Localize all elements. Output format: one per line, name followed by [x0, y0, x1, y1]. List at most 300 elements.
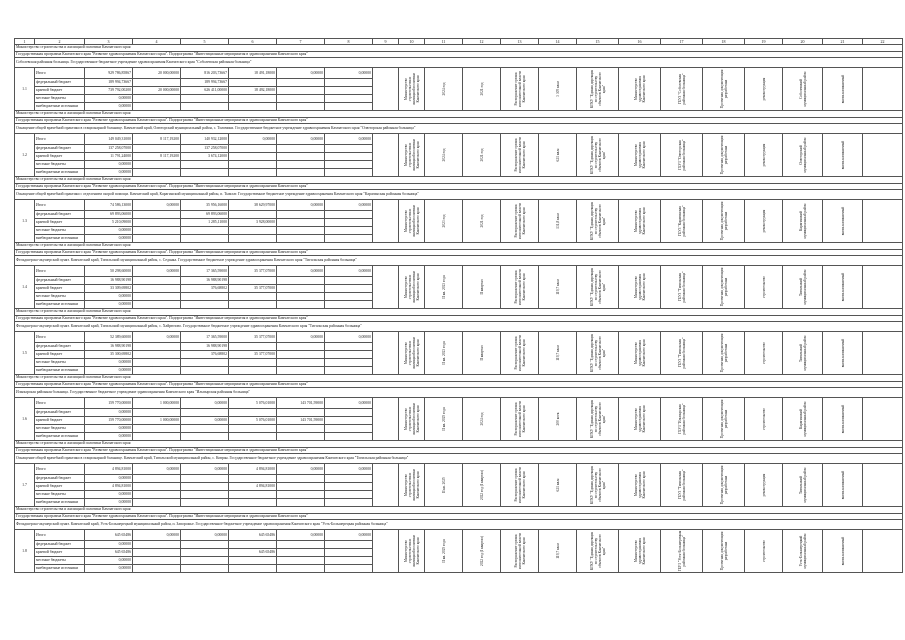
amount-cell: 18 491,18000 [229, 68, 277, 79]
vertical-attribute-text: Проектная документация разработана [719, 201, 728, 241]
vertical-attribute-text: строительство [761, 540, 766, 562]
amount-cell [277, 409, 325, 417]
funding-source-label: местные бюджеты [35, 95, 85, 103]
amount-cell [277, 425, 325, 433]
amount-cell [229, 367, 277, 375]
vertical-attribute-text: Тигильский муниципальный район [798, 335, 807, 371]
vertical-attribute-cell [823, 332, 863, 375]
amount-cell: 52 389,60000 [85, 332, 133, 343]
funding-source-label: Итого [35, 530, 85, 541]
amount-cell [277, 483, 325, 491]
amount-cell [133, 95, 181, 103]
empty-cell [373, 530, 399, 573]
empty-cell [373, 200, 399, 243]
vertical-attribute-text: строительство [761, 276, 766, 298]
vertical-attribute-text: вновь начинаемый [840, 470, 845, 500]
vertical-attribute-cell [703, 398, 745, 441]
object-title: Соболевская районная больница. Государственное бюджетное учреждение здравоохранения Камчатского края "Соболевская районная больница" [15, 58, 903, 68]
vertical-attribute-text: вновь начинаемый [840, 206, 845, 236]
vertical-attribute-cell [823, 530, 863, 573]
amount-cell: 0,00000 [325, 530, 373, 541]
amount-cell [133, 227, 181, 235]
funding-source-label: внебюджетные источники [35, 169, 85, 177]
amount-cell: 11 791,24000 [85, 153, 133, 161]
amount-cell: 0,00000 [85, 103, 133, 111]
financing-row [15, 200, 903, 211]
vertical-attribute-text: Карагинский муниципальный район [798, 203, 807, 239]
amount-cell [325, 417, 373, 425]
amount-cell [325, 499, 373, 507]
amount-cell: 0,00000 [85, 433, 133, 441]
amount-cell: 0,00000 [277, 464, 325, 475]
amount-cell: 69 893,06000 [85, 211, 133, 219]
amount-cell [325, 475, 373, 483]
funding-source-label: краевой бюджет [35, 417, 85, 425]
amount-cell: 0,00000 [133, 200, 181, 211]
amount-cell [181, 499, 229, 507]
object-title: Фельдшерско-акушерский пункт. Камчатский край, Усть-Большерецкий муниципальный район, п. Запорожье. Государственное бюджетное учреждение здравоохранения Камчатского края "Усть-Большерецкая районная больница" [15, 520, 903, 530]
amount-cell [325, 95, 373, 103]
column-number: 14 [539, 39, 577, 45]
amount-cell [181, 161, 229, 169]
vertical-attribute-cell [501, 266, 539, 309]
amount-cell [277, 235, 325, 243]
vertical-attribute-cell [539, 68, 577, 111]
funding-source-label: местные бюджеты [35, 161, 85, 169]
ministry-header: Министерство строительства и жилищной политики Камчатского края [15, 45, 903, 52]
amount-cell [277, 95, 325, 103]
funding-source-label: Итого [35, 266, 85, 277]
vertical-attribute-cell [399, 398, 425, 441]
vertical-attribute-cell [703, 68, 745, 111]
amount-cell [229, 557, 277, 565]
vertical-attribute-cell [577, 200, 619, 243]
amount-cell: 35 377,07000 [229, 351, 277, 359]
funding-source-label: федеральный бюджет [35, 79, 85, 87]
amount-cell [181, 425, 229, 433]
vertical-attribute-cell [745, 134, 783, 177]
object-row [15, 454, 903, 464]
vertical-attribute-text: 2024 год [441, 148, 446, 162]
amount-cell [325, 367, 373, 375]
amount-cell [229, 161, 277, 169]
object-row [15, 190, 903, 200]
amount-cell: 0,00000 [85, 169, 133, 177]
vertical-attribute-cell [661, 68, 703, 111]
amount-cell [133, 161, 181, 169]
amount-cell: 0,00000 [85, 541, 133, 549]
amount-cell [277, 565, 325, 573]
amount-cell: 0,00000 [133, 266, 181, 277]
amount-cell [229, 153, 277, 161]
vertical-attribute-text: 2021 год [479, 214, 484, 228]
vertical-attribute-text: Министерство строительства и жилищной политики Камчатского края [403, 403, 420, 435]
amount-cell: 5 076,01000 [229, 398, 277, 409]
amount-cell [325, 277, 373, 285]
amount-cell: 50 298,60000 [85, 266, 133, 277]
vertical-attribute-cell [425, 266, 463, 309]
funding-source-label: внебюджетные источники [35, 235, 85, 243]
amount-cell: 159 770,00000 [85, 417, 133, 425]
vertical-attribute-cell [425, 398, 463, 441]
vertical-attribute-cell [661, 200, 703, 243]
amount-cell: 16 988,90198 [181, 277, 229, 285]
funding-source-label: местные бюджеты [35, 425, 85, 433]
column-number: 19 [745, 39, 783, 45]
amount-cell [133, 145, 181, 153]
amount-cell: 0,00000 [85, 227, 133, 235]
vertical-attribute-text: вновь начинаемый [840, 338, 845, 368]
empty-cell [863, 134, 903, 177]
vertical-attribute-text: Проектная документация разработана [719, 531, 728, 571]
vertical-attribute-text: вновь начинаемый [840, 404, 845, 434]
vertical-attribute-text: Министерство строительства и жилищной политики Камчатского края [403, 271, 420, 303]
amount-cell [229, 565, 277, 573]
amount-cell [325, 87, 373, 95]
program-title: Государственная программа Камчатского края "Развитие здравоохранения Камчатского края". Подпрограмма "Инвестиционные мероприятия в здравоохранении Камчатского края" [15, 117, 903, 124]
amount-cell [277, 145, 325, 153]
ministry-header: Министерство строительства и жилищной политики Камчатского края [15, 309, 903, 316]
vertical-attribute-cell [539, 398, 577, 441]
amount-cell [277, 343, 325, 351]
amount-cell [325, 285, 373, 293]
amount-cell [181, 169, 229, 177]
vertical-attribute-text: КГКУ "Единая дирекция по строительству объектов Камчатского края" [589, 135, 606, 175]
amount-cell [277, 169, 325, 177]
vertical-attribute-cell [619, 134, 661, 177]
vertical-attribute-text: КГКУ "Единая дирекция по строительству объектов Камчатского края" [589, 333, 606, 373]
vertical-attribute-text: Олюторский муниципальный район [798, 137, 807, 173]
amount-cell: 8 117,19200 [133, 134, 181, 145]
amount-cell: 626 411,00000 [181, 87, 229, 95]
vertical-attribute-text: ГБУЗ "Олюторская районная больница" [677, 139, 686, 171]
amount-cell: 137 258,07000 [181, 145, 229, 153]
column-number: 11 [425, 39, 463, 45]
amount-cell [133, 211, 181, 219]
amount-cell: 3 674,12000 [181, 153, 229, 161]
vertical-attribute-text: КГКУ "Единая дирекция по строительству объектов Камчатского края" [589, 399, 606, 439]
object-row [15, 58, 903, 68]
vertical-attribute-cell [539, 530, 577, 573]
amount-cell [181, 491, 229, 499]
vertical-attribute-cell [703, 266, 745, 309]
amount-cell: 1 285,11000 [181, 219, 229, 227]
amount-cell [277, 219, 325, 227]
column-number: 10 [399, 39, 425, 45]
vertical-attribute-cell [501, 134, 539, 177]
amount-cell: 0,00000 [277, 266, 325, 277]
funding-source-label: Итого [35, 332, 85, 343]
amount-cell: 0,00000 [325, 398, 373, 409]
funding-source-label: местные бюджеты [35, 359, 85, 367]
funding-source-label: Итого [35, 464, 85, 475]
vertical-attribute-cell [399, 464, 425, 507]
column-number: 7 [277, 39, 325, 45]
amount-cell: 0,00000 [85, 425, 133, 433]
amount-cell [133, 293, 181, 301]
vertical-attribute-text: Министерство здравоохранения Камчатского края [633, 471, 646, 499]
amount-cell: 0,00000 [85, 293, 133, 301]
vertical-attribute-cell [501, 68, 539, 111]
vertical-attribute-cell [619, 266, 661, 309]
amount-cell: 33 309,69802 [85, 285, 133, 293]
amount-cell [133, 359, 181, 367]
object-title: Фельдшерско-акушерский пункт. Камчатский край, Тигильский муниципальный район, с. Хайрюзово. Государственное бюджетное учреждение здравоохранения Камчатского края "Тигильская районная больница" [15, 322, 903, 332]
amount-cell [277, 103, 325, 111]
vertical-attribute-text: II кв. 2023 года [441, 275, 446, 299]
funding-source-label: федеральный бюджет [35, 409, 85, 417]
vertical-attribute-cell [539, 332, 577, 375]
column-number: 15 [577, 39, 619, 45]
amount-cell [325, 161, 373, 169]
ministry-header: Министерство строительства и жилищной политики Камчатского края [15, 507, 903, 514]
amount-cell [133, 285, 181, 293]
vertical-attribute-cell [823, 266, 863, 309]
object-row [15, 256, 903, 266]
project-number: 1.6 [15, 398, 35, 441]
vertical-attribute-cell [783, 200, 823, 243]
amount-cell [229, 425, 277, 433]
amount-cell: 5 076,01000 [229, 417, 277, 425]
vertical-attribute-cell [425, 134, 463, 177]
vertical-attribute-text: Распоряжение органа исполнительной власти Камчатского края [513, 268, 526, 306]
investment-table [14, 38, 903, 573]
vertical-attribute-cell [619, 398, 661, 441]
financing-row [15, 134, 903, 145]
empty-cell [863, 200, 903, 243]
vertical-attribute-text: Министерство строительства и жилищной политики Камчатского края [403, 205, 420, 237]
vertical-attribute-cell [425, 68, 463, 111]
amount-cell: 0,00000 [85, 491, 133, 499]
vertical-attribute-text: Карагинский муниципальный район [798, 401, 807, 437]
amount-cell: 0,00000 [325, 68, 373, 79]
vertical-attribute-text: 2024 год [479, 412, 484, 426]
amount-cell: 0,00000 [181, 398, 229, 409]
amount-cell [133, 169, 181, 177]
amount-cell [277, 161, 325, 169]
vertical-attribute-cell [577, 398, 619, 441]
amount-cell [181, 359, 229, 367]
amount-cell [325, 557, 373, 565]
amount-cell: 0,00000 [277, 134, 325, 145]
amount-cell [325, 219, 373, 227]
amount-cell: 35 377,07000 [229, 285, 277, 293]
amount-cell: 0,00000 [277, 68, 325, 79]
amount-cell [229, 475, 277, 483]
program-title: Государственная программа Камчатского края "Развитие здравоохранения Камчатского края". Подпрограмма "Инвестиционные мероприятия в здравоохранении Камчатского края" [15, 381, 903, 388]
vertical-attribute-cell [577, 266, 619, 309]
amount-cell: 0,00000 [325, 266, 373, 277]
vertical-attribute-text: Проектная документация разработана [719, 135, 728, 175]
amount-cell [325, 169, 373, 177]
amount-cell [133, 351, 181, 359]
amount-cell [181, 409, 229, 417]
amount-cell [229, 293, 277, 301]
funding-source-label: внебюджетные источники [35, 367, 85, 375]
amount-cell [229, 301, 277, 309]
vertical-attribute-cell [745, 398, 783, 441]
amount-cell: 0,00000 [85, 557, 133, 565]
program-title: Государственная программа Камчатского края "Развитие здравоохранения Камчатского края". Подпрограмма "Инвестиционные мероприятия в здравоохранении Камчатского края" [15, 315, 903, 322]
amount-cell [277, 359, 325, 367]
vertical-attribute-text: 2024 год [441, 82, 446, 96]
amount-cell [181, 475, 229, 483]
vertical-attribute-cell [463, 398, 501, 441]
column-number: 21 [823, 39, 863, 45]
funding-source-label: федеральный бюджет [35, 541, 85, 549]
amount-cell: 16 988,90198 [85, 343, 133, 351]
vertical-attribute-text: Соболевский муниципальный район [798, 71, 807, 107]
vertical-attribute-text: Тигильский муниципальный район [798, 269, 807, 305]
amount-cell: 38 629,97000 [229, 200, 277, 211]
amount-cell: 0,00000 [85, 565, 133, 573]
vertical-attribute-cell [425, 464, 463, 507]
vertical-attribute-text: ГБУЗ "Соболевская районная больница" [677, 73, 686, 105]
vertical-attribute-text: Министерство строительства и жилищной политики Камчатского края [403, 535, 420, 567]
amount-cell: 0,00000 [277, 200, 325, 211]
vertical-attribute-text: Министерство строительства и жилищной политики Камчатского края [403, 73, 420, 105]
column-number: 2 [35, 39, 85, 45]
column-number: 9 [373, 39, 399, 45]
amount-cell: 0,00000 [277, 530, 325, 541]
amount-cell [229, 409, 277, 417]
funding-source-label: краевой бюджет [35, 153, 85, 161]
vertical-attribute-text: Министерство здравоохранения Камчатского края [633, 273, 646, 301]
amount-cell [133, 343, 181, 351]
amount-cell: 8 117,19200 [133, 153, 181, 161]
amount-cell [229, 277, 277, 285]
project-number: 1.7 [15, 464, 35, 507]
amount-cell [181, 293, 229, 301]
vertical-attribute-cell [745, 332, 783, 375]
program-title: Государственная программа Камчатского края "Развитие здравоохранения Камчатского края". Подпрограмма "Инвестиционные мероприятия в здравоохранении Камчатского края" [15, 249, 903, 256]
funding-source-label: внебюджетные источники [35, 499, 85, 507]
vertical-attribute-cell [823, 68, 863, 111]
empty-cell [373, 398, 399, 441]
vertical-attribute-text: II квартал [479, 345, 484, 361]
program-title: Государственная программа Камчатского края "Развитие здравоохранения Камчатского края". Подпрограмма "Инвестиционные мероприятия в здравоохранении Камчатского края" [15, 513, 903, 520]
amount-cell: 4 894,81000 [85, 464, 133, 475]
vertical-attribute-text: Распоряжение органа исполнительной власти Камчатского края [513, 70, 526, 108]
column-number: 22 [863, 39, 903, 45]
amount-cell: 739 792,00200 [85, 87, 133, 95]
vertical-attribute-cell [823, 134, 863, 177]
vertical-attribute-cell [745, 68, 783, 111]
object-row [15, 322, 903, 332]
amount-cell [133, 499, 181, 507]
vertical-attribute-cell [783, 530, 823, 573]
financing-row [15, 68, 903, 79]
amount-cell: 4 894,81000 [229, 464, 277, 475]
amount-cell: 0,00000 [277, 332, 325, 343]
amount-cell [181, 541, 229, 549]
empty-cell [863, 530, 903, 573]
amount-cell: 35 300,69802 [85, 351, 133, 359]
vertical-attribute-text: 119,7 кв.м [555, 345, 560, 361]
amount-cell: 0,00000 [85, 301, 133, 309]
ministry-header: Министерство строительства и жилищной политики Камчатского края [15, 111, 903, 118]
funding-source-label: местные бюджеты [35, 557, 85, 565]
amount-cell [277, 351, 325, 359]
vertical-attribute-text: Министерство строительства и жилищной политики Камчатского края [403, 139, 420, 171]
amount-cell: 137 258,07000 [85, 145, 133, 153]
vertical-attribute-text: 2023 год [441, 214, 446, 228]
vertical-attribute-cell [783, 332, 823, 375]
amount-cell [325, 425, 373, 433]
column-number: 4 [133, 39, 181, 45]
amount-cell [133, 491, 181, 499]
financing-row [15, 332, 903, 343]
vertical-attribute-cell [577, 68, 619, 111]
ministry-header: Министерство строительства и жилищной политики Камчатского края [15, 375, 903, 382]
vertical-attribute-text: ГБУЗ "Тигильская районная больница" [677, 469, 686, 501]
vertical-attribute-text: строительство [761, 408, 766, 430]
vertical-attribute-cell [619, 332, 661, 375]
amount-cell [181, 103, 229, 111]
vertical-attribute-cell [661, 464, 703, 507]
empty-cell [863, 266, 903, 309]
vertical-attribute-cell [463, 134, 501, 177]
vertical-attribute-text: Министерство строительства и жилищной политики Камчатского края [403, 337, 420, 369]
amount-cell: 189 994,73667 [181, 79, 229, 87]
vertical-attribute-text: ГБУЗ "Тигильская районная больница" [677, 337, 686, 369]
amount-cell: 645 65486 [85, 530, 133, 541]
amount-cell [133, 541, 181, 549]
amount-cell: 645 65486 [229, 549, 277, 557]
amount-cell [133, 483, 181, 491]
project-number: 1.1 [15, 68, 35, 111]
financing-row [15, 530, 903, 541]
vertical-attribute-cell [783, 398, 823, 441]
amount-cell [325, 433, 373, 441]
amount-cell [325, 351, 373, 359]
amount-cell: 17 365,59000 [181, 266, 229, 277]
vertical-attribute-text: Министерство здравоохранения Камчатского края [633, 207, 646, 235]
amount-cell: 35 377,07000 [229, 266, 277, 277]
object-title: Фельдшерско-акушерский пункт. Камчатский край, Тигильский муниципальный район, с. Седанка. Государственное бюджетное учреждение здравоохранения Камчатского края "Тигильская районная больница" [15, 256, 903, 266]
amount-cell [277, 557, 325, 565]
amount-cell [133, 235, 181, 243]
vertical-attribute-text: II кв. 2025 года [441, 539, 446, 563]
amount-cell [181, 565, 229, 573]
funding-source-label: краевой бюджет [35, 549, 85, 557]
funding-source-label: краевой бюджет [35, 483, 85, 491]
funding-source-label: краевой бюджет [35, 87, 85, 95]
amount-cell: 3 928,00000 [229, 219, 277, 227]
funding-source-label: внебюджетные источники [35, 301, 85, 309]
vertical-attribute-text: 131,8 кв.м [555, 213, 560, 229]
vertical-attribute-cell [539, 134, 577, 177]
vertical-attribute-text: II кв. 2025 года [441, 407, 446, 431]
vertical-attribute-text: Министерство здравоохранения Камчатского края [633, 339, 646, 367]
amount-cell [325, 145, 373, 153]
amount-cell [277, 541, 325, 549]
vertical-attribute-text: Министерство здравоохранения Камчатского края [633, 75, 646, 103]
amount-cell: 816 203,73667 [181, 68, 229, 79]
vertical-attribute-text: КГКУ "Единая дирекция по строительству объектов Камчатского края" [589, 267, 606, 307]
vertical-attribute-cell [463, 266, 501, 309]
vertical-attribute-cell [703, 332, 745, 375]
amount-cell [277, 301, 325, 309]
amount-cell [181, 557, 229, 565]
vertical-attribute-text: 2021 год [479, 148, 484, 162]
vertical-attribute-cell [577, 134, 619, 177]
amount-cell [133, 433, 181, 441]
amount-cell [277, 499, 325, 507]
amount-cell [277, 475, 325, 483]
vertical-attribute-text: 621 кв.м [555, 478, 560, 492]
financing-row [15, 398, 903, 409]
